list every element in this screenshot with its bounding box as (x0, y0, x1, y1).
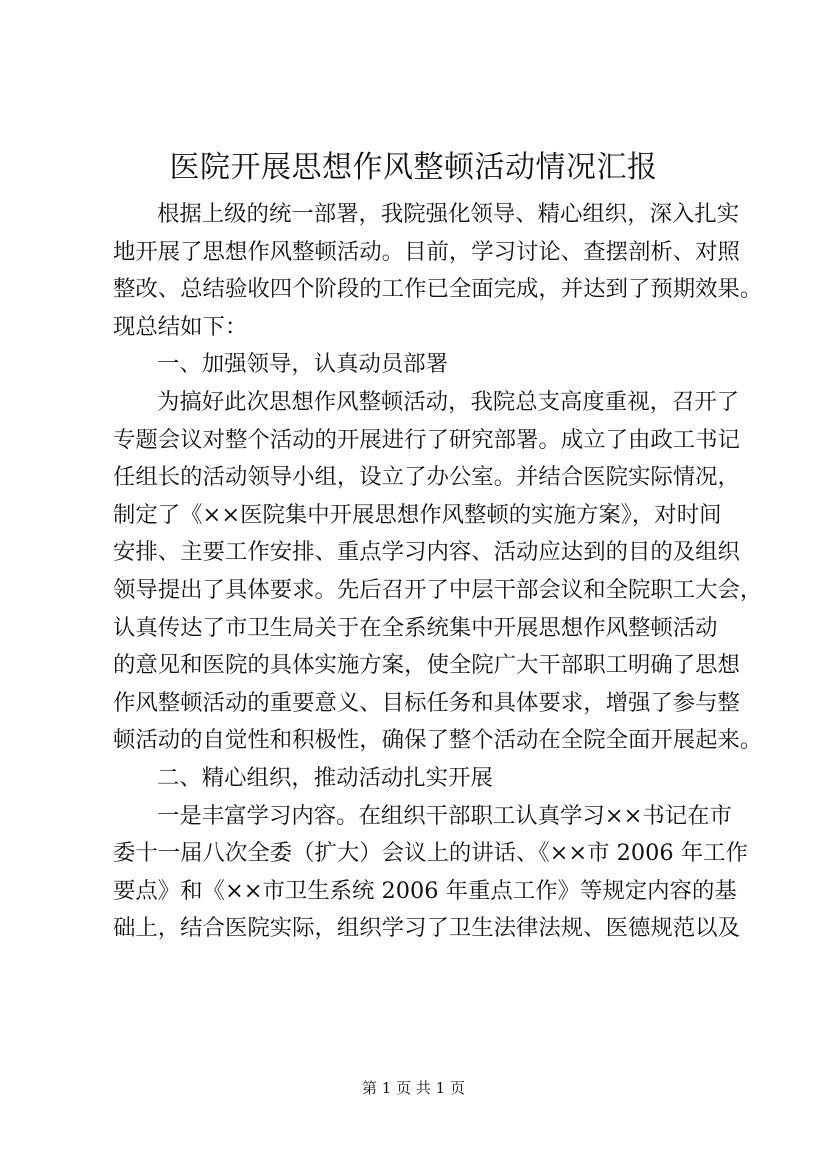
body-line: 安排、主要工作安排、重点学习内容、活动应达到的目的及组织 (113, 539, 740, 566)
body-line: 现总结如下： (113, 313, 248, 340)
body-line: 任组长的活动领导小组，设立了办公室。并结合医院实际情况， (113, 464, 740, 491)
body-line: 领导提出了具体要求。先后召开了中层干部会议和全院职工大会， (113, 576, 763, 603)
body-line: 制定了《××医院集中开展思想作风整顿的实施方案》，对时间 (113, 501, 722, 528)
body-line: 地开展了思想作风整顿活动。目前，学习讨论、查摆剖析、对照 (113, 238, 740, 265)
body-line: 一、加强领导，认真动员部署 (157, 351, 449, 378)
body-line: 的意见和医院的具体实施方案，使全院广大干部职工明确了思想 (113, 652, 740, 679)
body-line: 作风整顿活动的重要意义、目标任务和具体要求，增强了参与整 (113, 689, 740, 716)
body-line: 根据上级的统一部署，我院强化领导、精心组织，深入扎实 (157, 201, 740, 227)
document-title: 医院开展思想作风整顿活动情况汇报 (169, 150, 658, 185)
body-line: 专题会议对整个活动的开展进行了研究部署。成立了由政工书记 (113, 426, 740, 453)
document-body (113, 196, 763, 948)
page-footer: 第 1 页 共 1 页 (362, 1079, 465, 1097)
body-line: 委十一届八次全委（扩大）会议上的讲话、《××市 2006 年工作 (113, 840, 748, 867)
body-line: 认真传达了市卫生局关于在全系统集中开展思想作风整顿活动 (113, 614, 718, 641)
body-line: 顿活动的自觉性和积极性，确保了整个活动在全院全面开展起来。 (113, 727, 763, 754)
body-line: 为搞好此次思想作风整顿活动，我院总支高度重视，召开了 (157, 388, 740, 415)
body-line: 整改、总结验收四个阶段的工作已全面完成，并达到了预期效果。 (113, 276, 763, 303)
body-line: 一是丰富学习内容。在组织干部职工认真学习××书记在市 (157, 802, 732, 829)
body-line: 础上，结合医院实际，组织学习了卫生法律法规、医德规范以及 (113, 915, 740, 942)
body-line: 要点》和《××市卫生系统 2006 年重点工作》等规定内容的基 (113, 877, 737, 904)
body-line: 二、精心组织，推动活动扎实开展 (157, 764, 493, 791)
